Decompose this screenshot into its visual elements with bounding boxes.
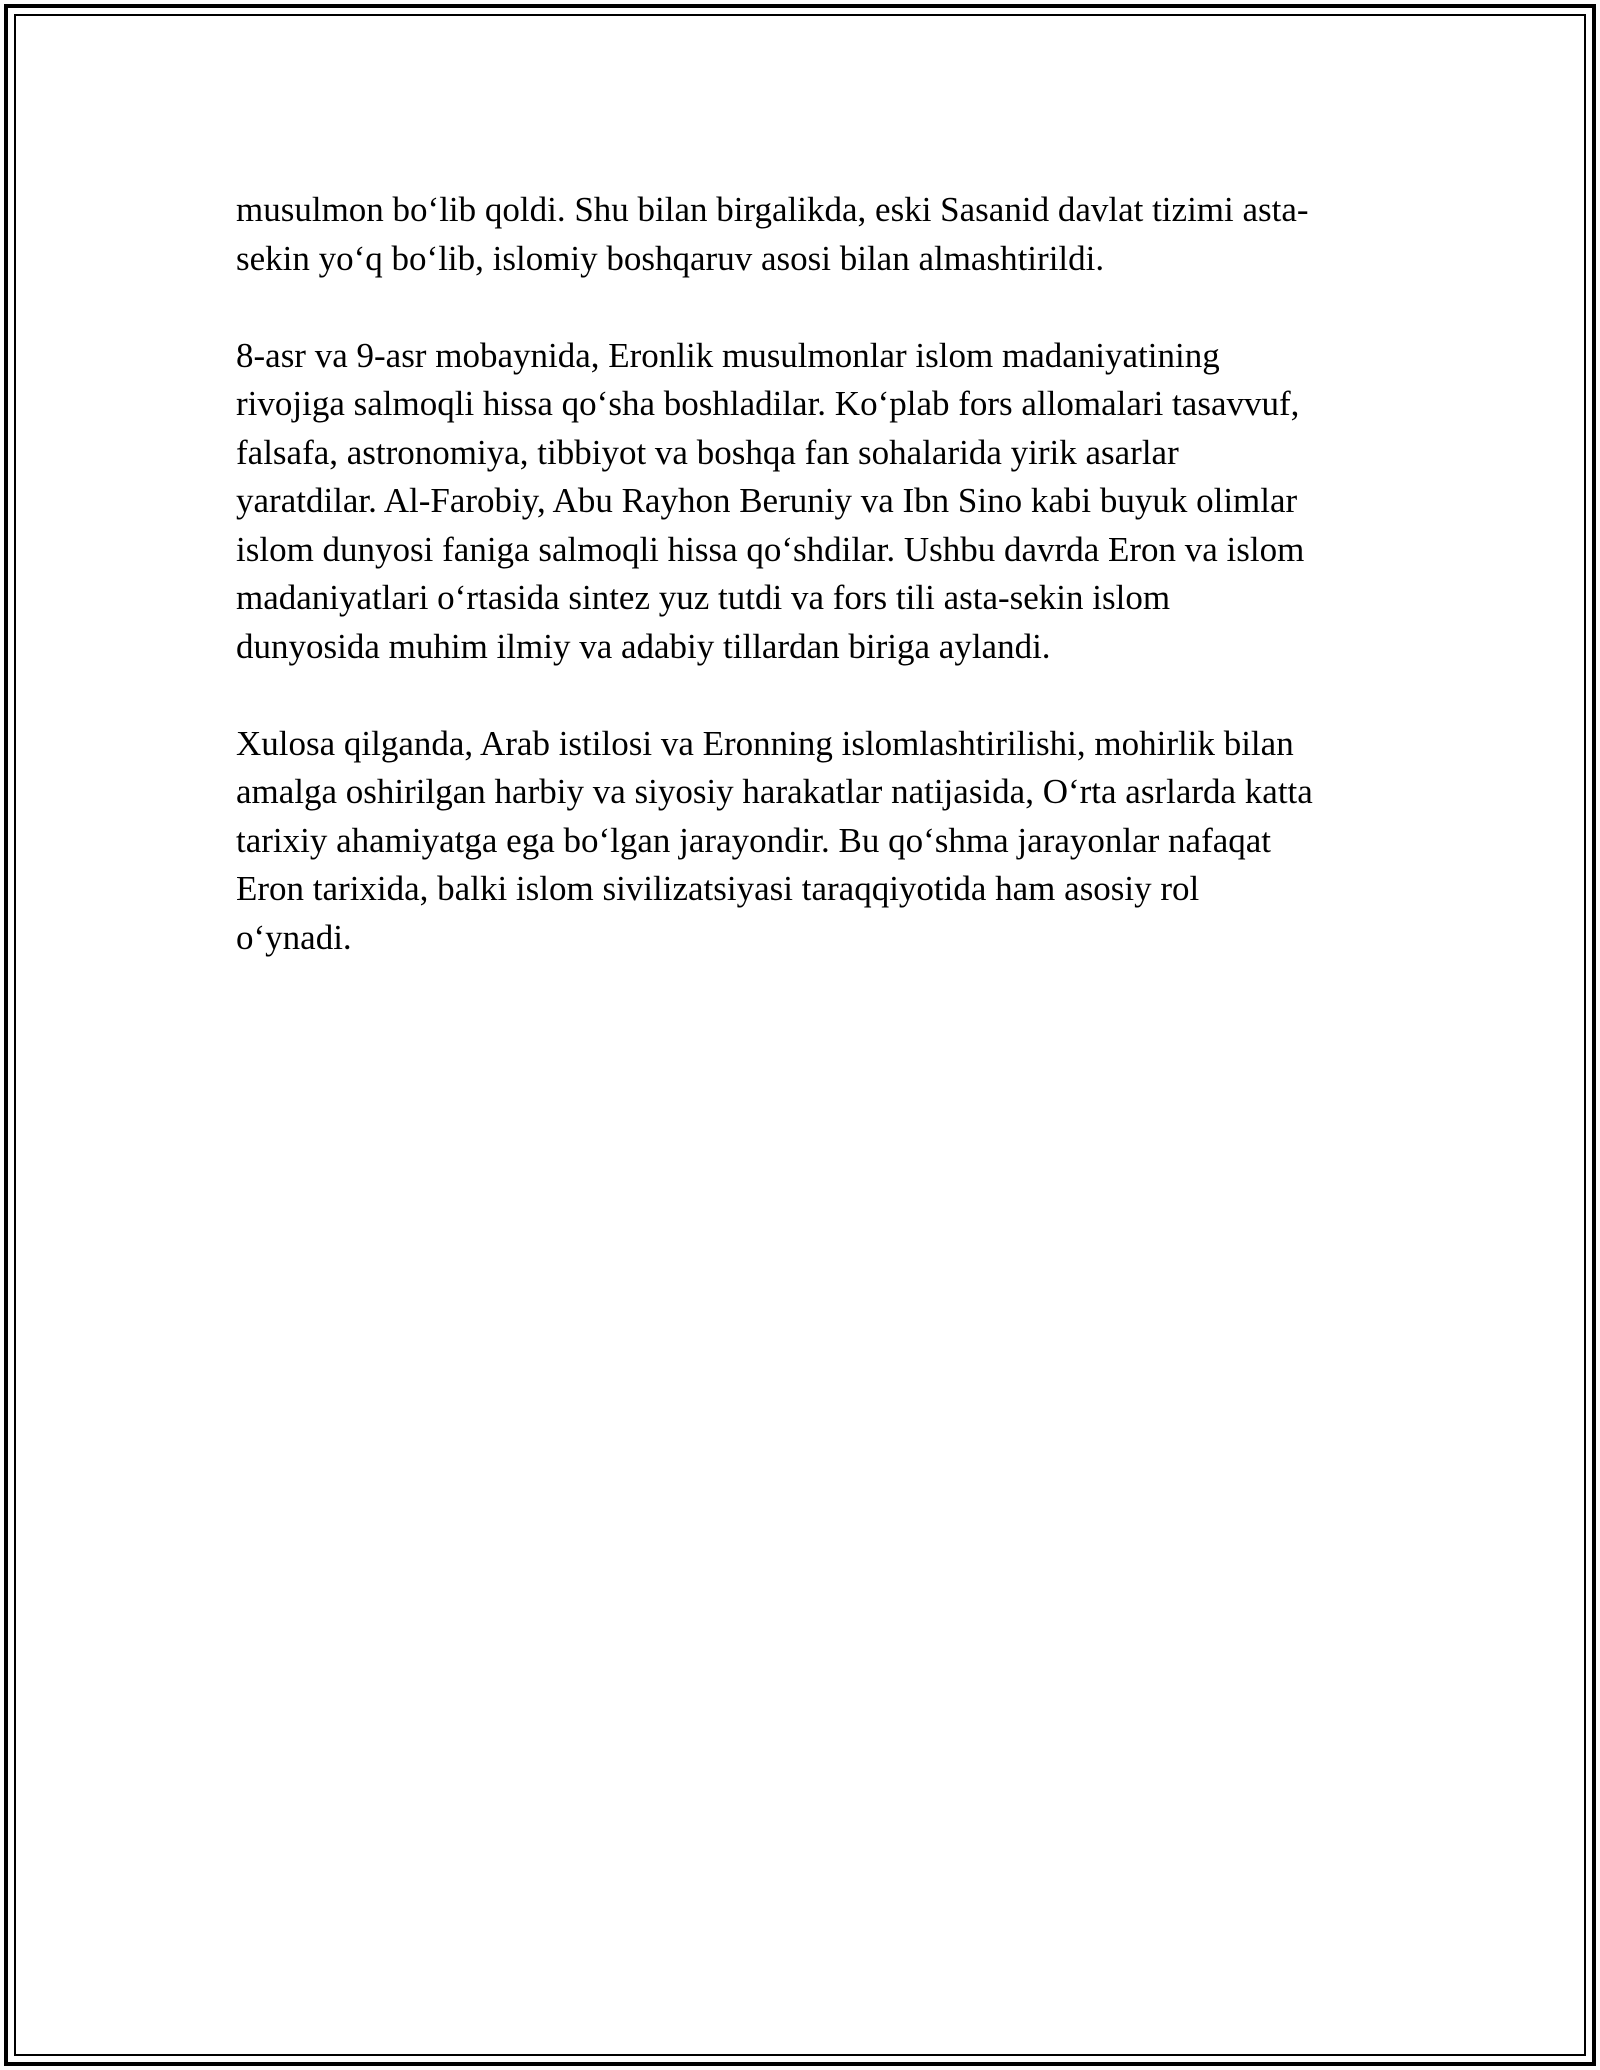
- text-line: amalga oshirilgan harbiy va siyosiy harakatlar natijasida, O‘rta asrlarda katta: [236, 772, 1313, 811]
- text-line: yaratdilar. Al-Farobiy, Abu Rayhon Beruniy va Ibn Sino kabi buyuk olimlar: [236, 481, 1298, 520]
- text-line: tarixiy ahamiyatga ega bo‘lgan jarayondir. Bu qo‘shma jarayonlar nafaqat: [236, 820, 1272, 860]
- paragraph-2: [236, 332, 1376, 672]
- text-line: sekin yo‘q bo‘lib, islomiy boshqaruv asosi bilan almashtirildi.: [236, 238, 1105, 278]
- text-line: falsafa, astronomiya, tibbiyot va boshqa fan sohalarida yirik asarlar: [236, 432, 1179, 472]
- text-line: Xulosa qilganda, Arab istilosi va Eronning islomlashtirilishi, mohirlik bilan: [236, 723, 1294, 763]
- text-line: musulmon bo‘lib qoldi. Shu bilan birgalikda, eski Sasanid davlat tizimi asta-: [236, 190, 1309, 229]
- text-line: islom dunyosi faniga salmoqli hissa qo‘shdilar. Ushbu davrda Eron va islom: [236, 529, 1305, 569]
- paragraph-1: [236, 186, 1376, 283]
- text-line: 8-asr va 9-asr mobaynida, Eronlik musulmonlar islom madaniyatining: [236, 335, 1220, 375]
- text-line: o‘ynadi.: [236, 917, 352, 957]
- paragraph-3: [236, 720, 1376, 963]
- text-line: rivojiga salmoqli hissa qo‘sha boshladilar. Ko‘plab fors allomalari tasavvuf,: [236, 384, 1300, 423]
- text-line: madaniyatlari o‘rtasida sintez yuz tutdi va fors tili asta-sekin islom: [236, 578, 1171, 617]
- document-body: [236, 186, 1376, 1011]
- text-line: dunyosida muhim ilmiy va adabiy tillardan biriga aylandi.: [236, 626, 1051, 666]
- text-line: Eron tarixida, balki islom sivilizatsiyasi taraqqiyotida ham asosiy rol: [236, 869, 1200, 908]
